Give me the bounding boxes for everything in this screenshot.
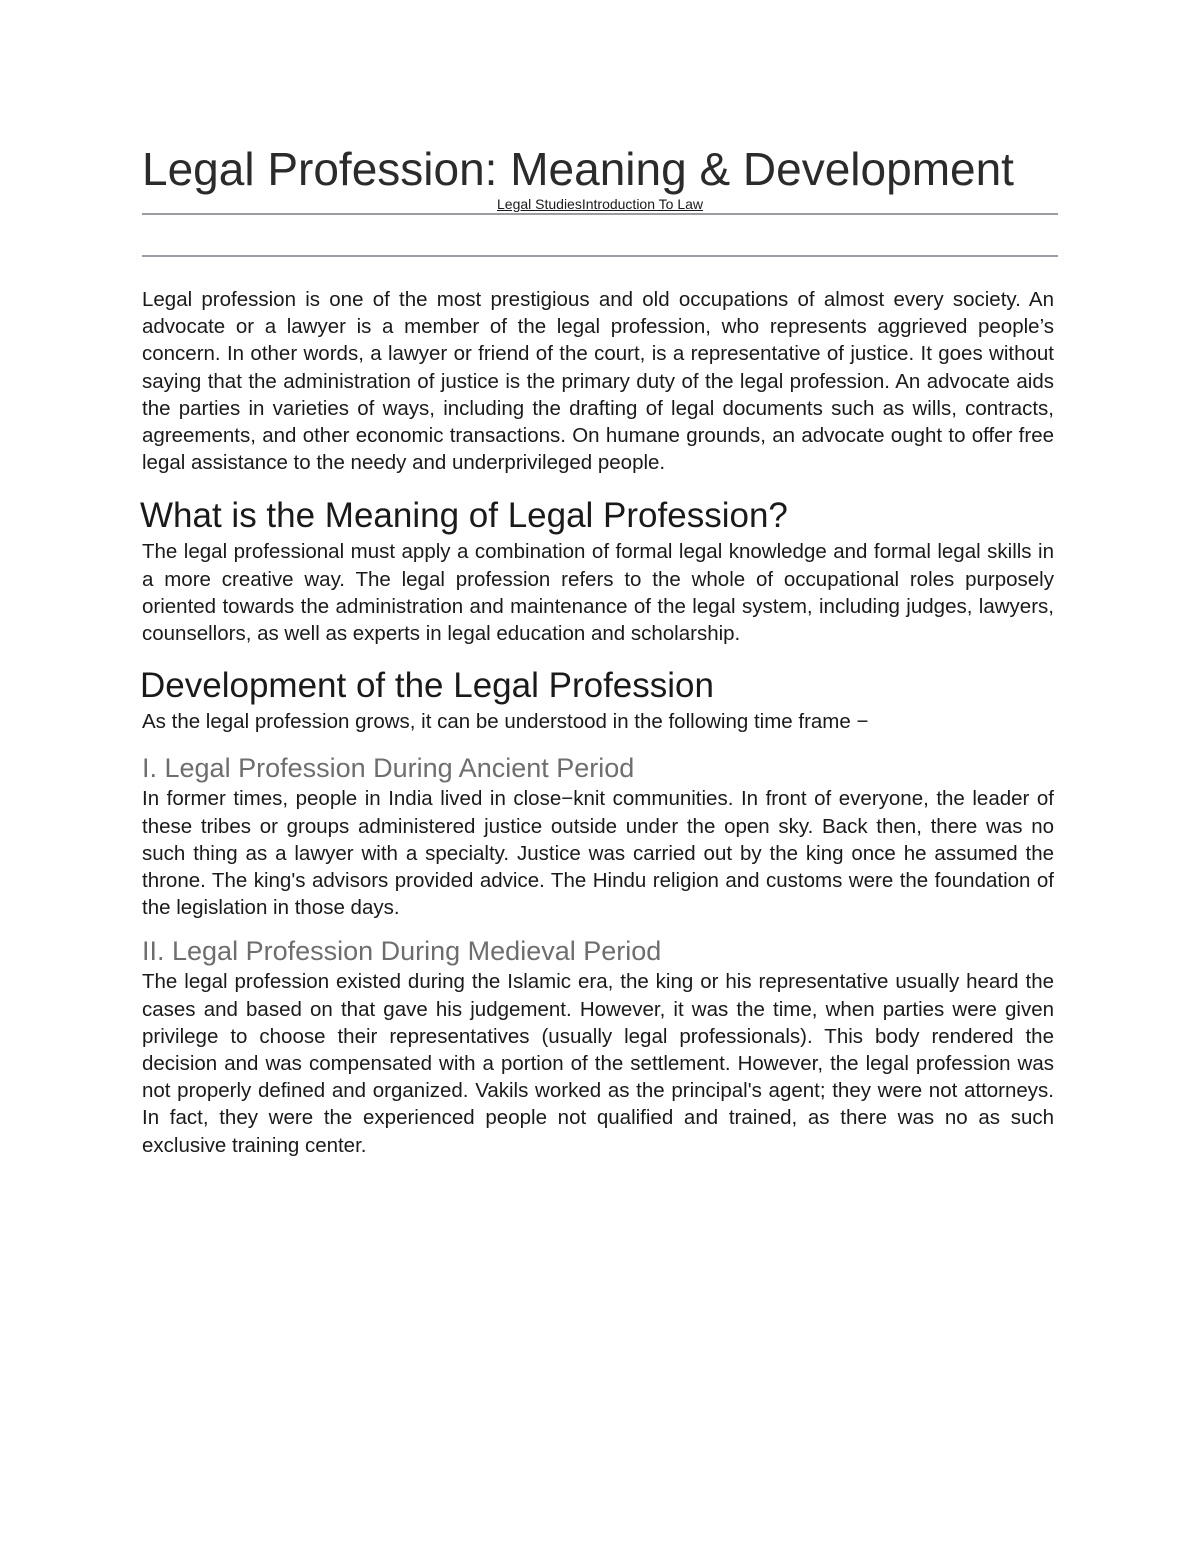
ancient-period-paragraph: In former times, people in India lived in close−knit communities. In front of everyone, the leader of these tribes or groups administered justice outside under the open sky. Back then, there was no such thing as a lawyer with a specialty. Justice was carried out by the king once he assumed the throne. The king's advisors provided advice. The Hindu religion and customs were the foundation of the legislation in those days.	[142, 787, 1054, 920]
page-title: Legal Profession: Meaning & Development	[142, 143, 1014, 195]
header-divider	[142, 255, 1058, 257]
meaning-paragraph: The legal professional must apply a combination of formal legal knowledge and formal legal skills in a more creative way. The legal profession refers to the whole of occupational roles purposely oriented towards the administration and maintenance of the legal system, including judges, lawyers, counsellors, as well as experts in legal education and scholarship.	[142, 540, 1054, 646]
intro-paragraph: Legal profession is one of the most prestigious and old occupations of almost every society. An advocate or a lawyer is a member of the legal profession, who represents aggrieved people’s concern. In other words, a lawyer or friend of the court, is a representative of justice. It goes without saying that the administration of justice is the primary duty of the legal profession. An advocate aids the parties in varieties of ways, including the drafting of legal documents such as wills, contracts, agreements, and other economic transactions. On humane grounds, an advocate ought to offer free legal assistance to the needy and underprivileged people.	[142, 288, 1054, 475]
medieval-period-paragraph: The legal profession existed during the Islamic era, the king or his representative usually heard the cases and based on that gave his judgement. However, it was the time, when parties were given privilege to choose their representatives (usually legal professionals). This body rendered the decision and was compensated with a portion of the settlement. However, the legal profession was not properly defined and organized. Vakils worked as the principal's agent; they were not attorneys. In fact, they were the experienced people not qualified and trained, as there was no as such exclusive training center.	[142, 970, 1054, 1157]
ancient-period-heading: I. Legal Profession During Ancient Period	[142, 753, 635, 784]
medieval-period-heading: II. Legal Profession During Medieval Period	[142, 936, 662, 967]
breadcrumb	[142, 195, 1058, 213]
document-page	[140, 138, 1058, 1157]
development-intro-paragraph: As the legal profession grows, it can be understood in the following time frame −	[142, 710, 869, 734]
development-heading: Development of the Legal Profession	[140, 666, 714, 706]
article-body	[142, 286, 1054, 1159]
breadcrumb-link-legal-studies[interactable]: Legal Studies	[497, 196, 582, 212]
title-divider	[142, 213, 1058, 215]
meaning-heading: What is the Meaning of Legal Profession?	[140, 496, 788, 536]
breadcrumb-link-introduction-to-law[interactable]: Introduction To Law	[581, 196, 703, 212]
